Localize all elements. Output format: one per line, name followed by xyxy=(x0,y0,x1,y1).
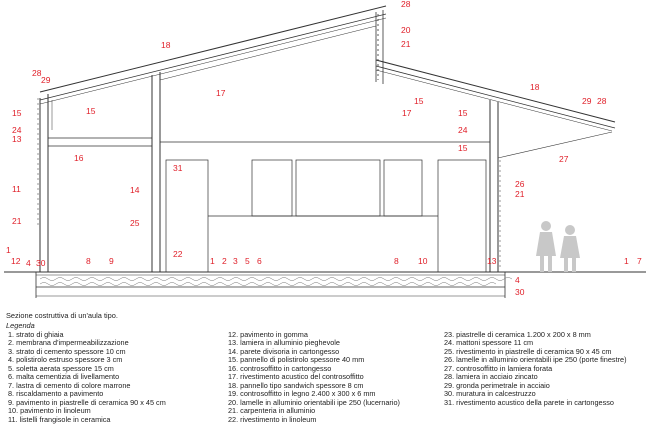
legend-column-2 xyxy=(228,331,400,425)
callout-1-left: 1 xyxy=(6,245,11,255)
legend-item: 7. lastra di cemento di colore marrone xyxy=(8,380,131,390)
callout-22: 22 xyxy=(173,249,183,259)
callout-20: 20 xyxy=(401,25,411,35)
callout-3: 3 xyxy=(233,256,238,266)
callout-1-mid: 1 xyxy=(210,256,215,266)
legend-item: 18. pannello tipo sandwich spessore 8 cm xyxy=(228,380,364,390)
interior-partition-wall xyxy=(152,72,160,272)
legend-item: 1. strato di ghiaia xyxy=(8,329,64,339)
callout-8-right: 8 xyxy=(394,256,399,266)
legend-item: 13. lamiera in alluminio pieghevole xyxy=(228,338,340,348)
legend-column-1 xyxy=(8,331,166,425)
callout-18-right: 18 xyxy=(530,82,540,92)
caption-title: Sezione costruttiva di un'aula tipo. xyxy=(6,311,118,320)
callout-2: 2 xyxy=(222,256,227,266)
legend-item: 26. lamelle in alluminio orientabili ipe 250 (porte finestre) xyxy=(444,355,627,365)
callout-13-left: 13 xyxy=(12,134,22,144)
callout-16: 16 xyxy=(74,153,84,163)
legend-item: 22. rivestimento in linoleum xyxy=(228,414,317,424)
legend-item: 17. rivestimento acustico del controsoffitto xyxy=(228,372,364,382)
callout-24-left: 24 xyxy=(12,125,22,135)
callout-10: 10 xyxy=(418,256,428,266)
legend-heading: Legenda xyxy=(6,320,35,330)
legend-item: 5. soletta aerata spessore 15 cm xyxy=(8,363,114,373)
legend-item: 12. pavimento in gomma xyxy=(228,329,308,339)
callout-4-left: 4 xyxy=(26,258,31,268)
legend-item: 30. muratura in calcestruzzo xyxy=(444,389,536,399)
callout-21-top: 21 xyxy=(401,39,411,49)
callout-14: 14 xyxy=(130,185,140,195)
legend-item: 11. listelli frangisole in ceramica xyxy=(8,414,111,424)
callout-15-right-2: 15 xyxy=(458,108,468,118)
ground-line xyxy=(4,272,646,298)
callout-26: 26 xyxy=(515,179,525,189)
callout-21-right: 21 xyxy=(515,189,525,199)
callout-29-left: 29 xyxy=(41,75,51,85)
legend-item: 14. parete divisoria in cartongesso xyxy=(228,346,340,356)
legend-item: 2. membrana d'impermeabilizzazione xyxy=(8,338,129,348)
foundation-gravel xyxy=(40,278,512,286)
legend-item: 19. controsoffitto in legno 2.400 x 300 x 6 mm xyxy=(228,389,376,399)
legend-item: 21. carpenteria in alluminio xyxy=(228,406,316,416)
callout-13-right: 13 xyxy=(487,256,497,266)
callout-8-left: 8 xyxy=(86,256,91,266)
callout-15-left-2: 15 xyxy=(86,106,96,116)
callout-30-right: 30 xyxy=(515,287,525,297)
legend-item: 20. lamelle in alluminio orientabili ipe 250 (lucernario) xyxy=(228,397,400,407)
callout-24-right: 24 xyxy=(458,125,468,135)
exterior-wall-left xyxy=(38,94,52,272)
legend-item: 29. gronda perimetrale in acciaio xyxy=(444,380,550,390)
callout-15-right-1: 15 xyxy=(414,96,424,106)
callout-12: 12 xyxy=(11,256,21,266)
callout-17-left: 17 xyxy=(216,88,226,98)
callout-15-right-3: 15 xyxy=(458,143,468,153)
callout-28-left: 28 xyxy=(32,68,42,78)
callout-27: 27 xyxy=(559,154,569,164)
right-roof xyxy=(376,60,615,158)
legend-item: 24. mattoni spessore 11 cm xyxy=(444,338,534,348)
callout-18-left: 18 xyxy=(161,40,171,50)
legend-item: 9. pavimento in piastrelle di ceramica 90 x 45 cm xyxy=(8,397,166,407)
legend-item: 10. pavimento in linoleum xyxy=(8,406,91,416)
windows xyxy=(48,146,486,272)
legend-item: 16. controsoffitto in cartongesso xyxy=(228,363,332,373)
callout-6: 6 xyxy=(257,256,262,266)
callout-29-right: 29 xyxy=(582,96,592,106)
legend-item: 28. lamiera in acciaio zincato xyxy=(444,372,538,382)
exterior-wall-right xyxy=(490,100,500,272)
ceiling-lines xyxy=(48,138,490,142)
callout-17-right: 17 xyxy=(402,108,412,118)
callout-31: 31 xyxy=(173,163,183,173)
callout-4-right: 4 xyxy=(515,275,520,285)
left-roof xyxy=(40,6,386,104)
clerestory-louvers xyxy=(376,10,383,84)
callout-1-right: 1 xyxy=(624,256,629,266)
callout-21-left: 21 xyxy=(12,216,22,226)
legend-item: 25. rivestimento in piastrelle di ceramica 90 x 45 cm xyxy=(444,346,612,356)
callout-28-top: 28 xyxy=(401,0,411,9)
legend-item: 31. rivestimento acustico della parete in cartongesso xyxy=(444,397,614,407)
callout-9: 9 xyxy=(109,256,114,266)
legend-item: 4. polistirolo estruso spessore 3 cm xyxy=(8,355,123,365)
callout-30-left: 30 xyxy=(36,258,46,268)
legend-item: 27. controsoffitto in lamiera forata xyxy=(444,363,553,373)
legend-item: 6. malta cementizia di livellamento xyxy=(8,372,120,382)
callout-25: 25 xyxy=(130,218,140,228)
legend-item: 23. piastrelle di ceramica 1.200 x 200 x 8 mm xyxy=(444,329,591,339)
callout-7: 7 xyxy=(637,256,642,266)
legend-item: 8. riscaldamento a pavimento xyxy=(8,389,104,399)
legend-column-3 xyxy=(444,331,627,408)
legend-item: 15. pannello di polistirolo spessore 40 mm xyxy=(228,355,365,365)
callout-11: 11 xyxy=(12,184,21,194)
callout-15-left-1: 15 xyxy=(12,108,22,118)
callout-5: 5 xyxy=(245,256,250,266)
legend-item: 3. strato di cemento spessore 10 cm xyxy=(8,346,126,356)
human-figures xyxy=(536,221,580,272)
callout-28-right: 28 xyxy=(597,96,607,106)
